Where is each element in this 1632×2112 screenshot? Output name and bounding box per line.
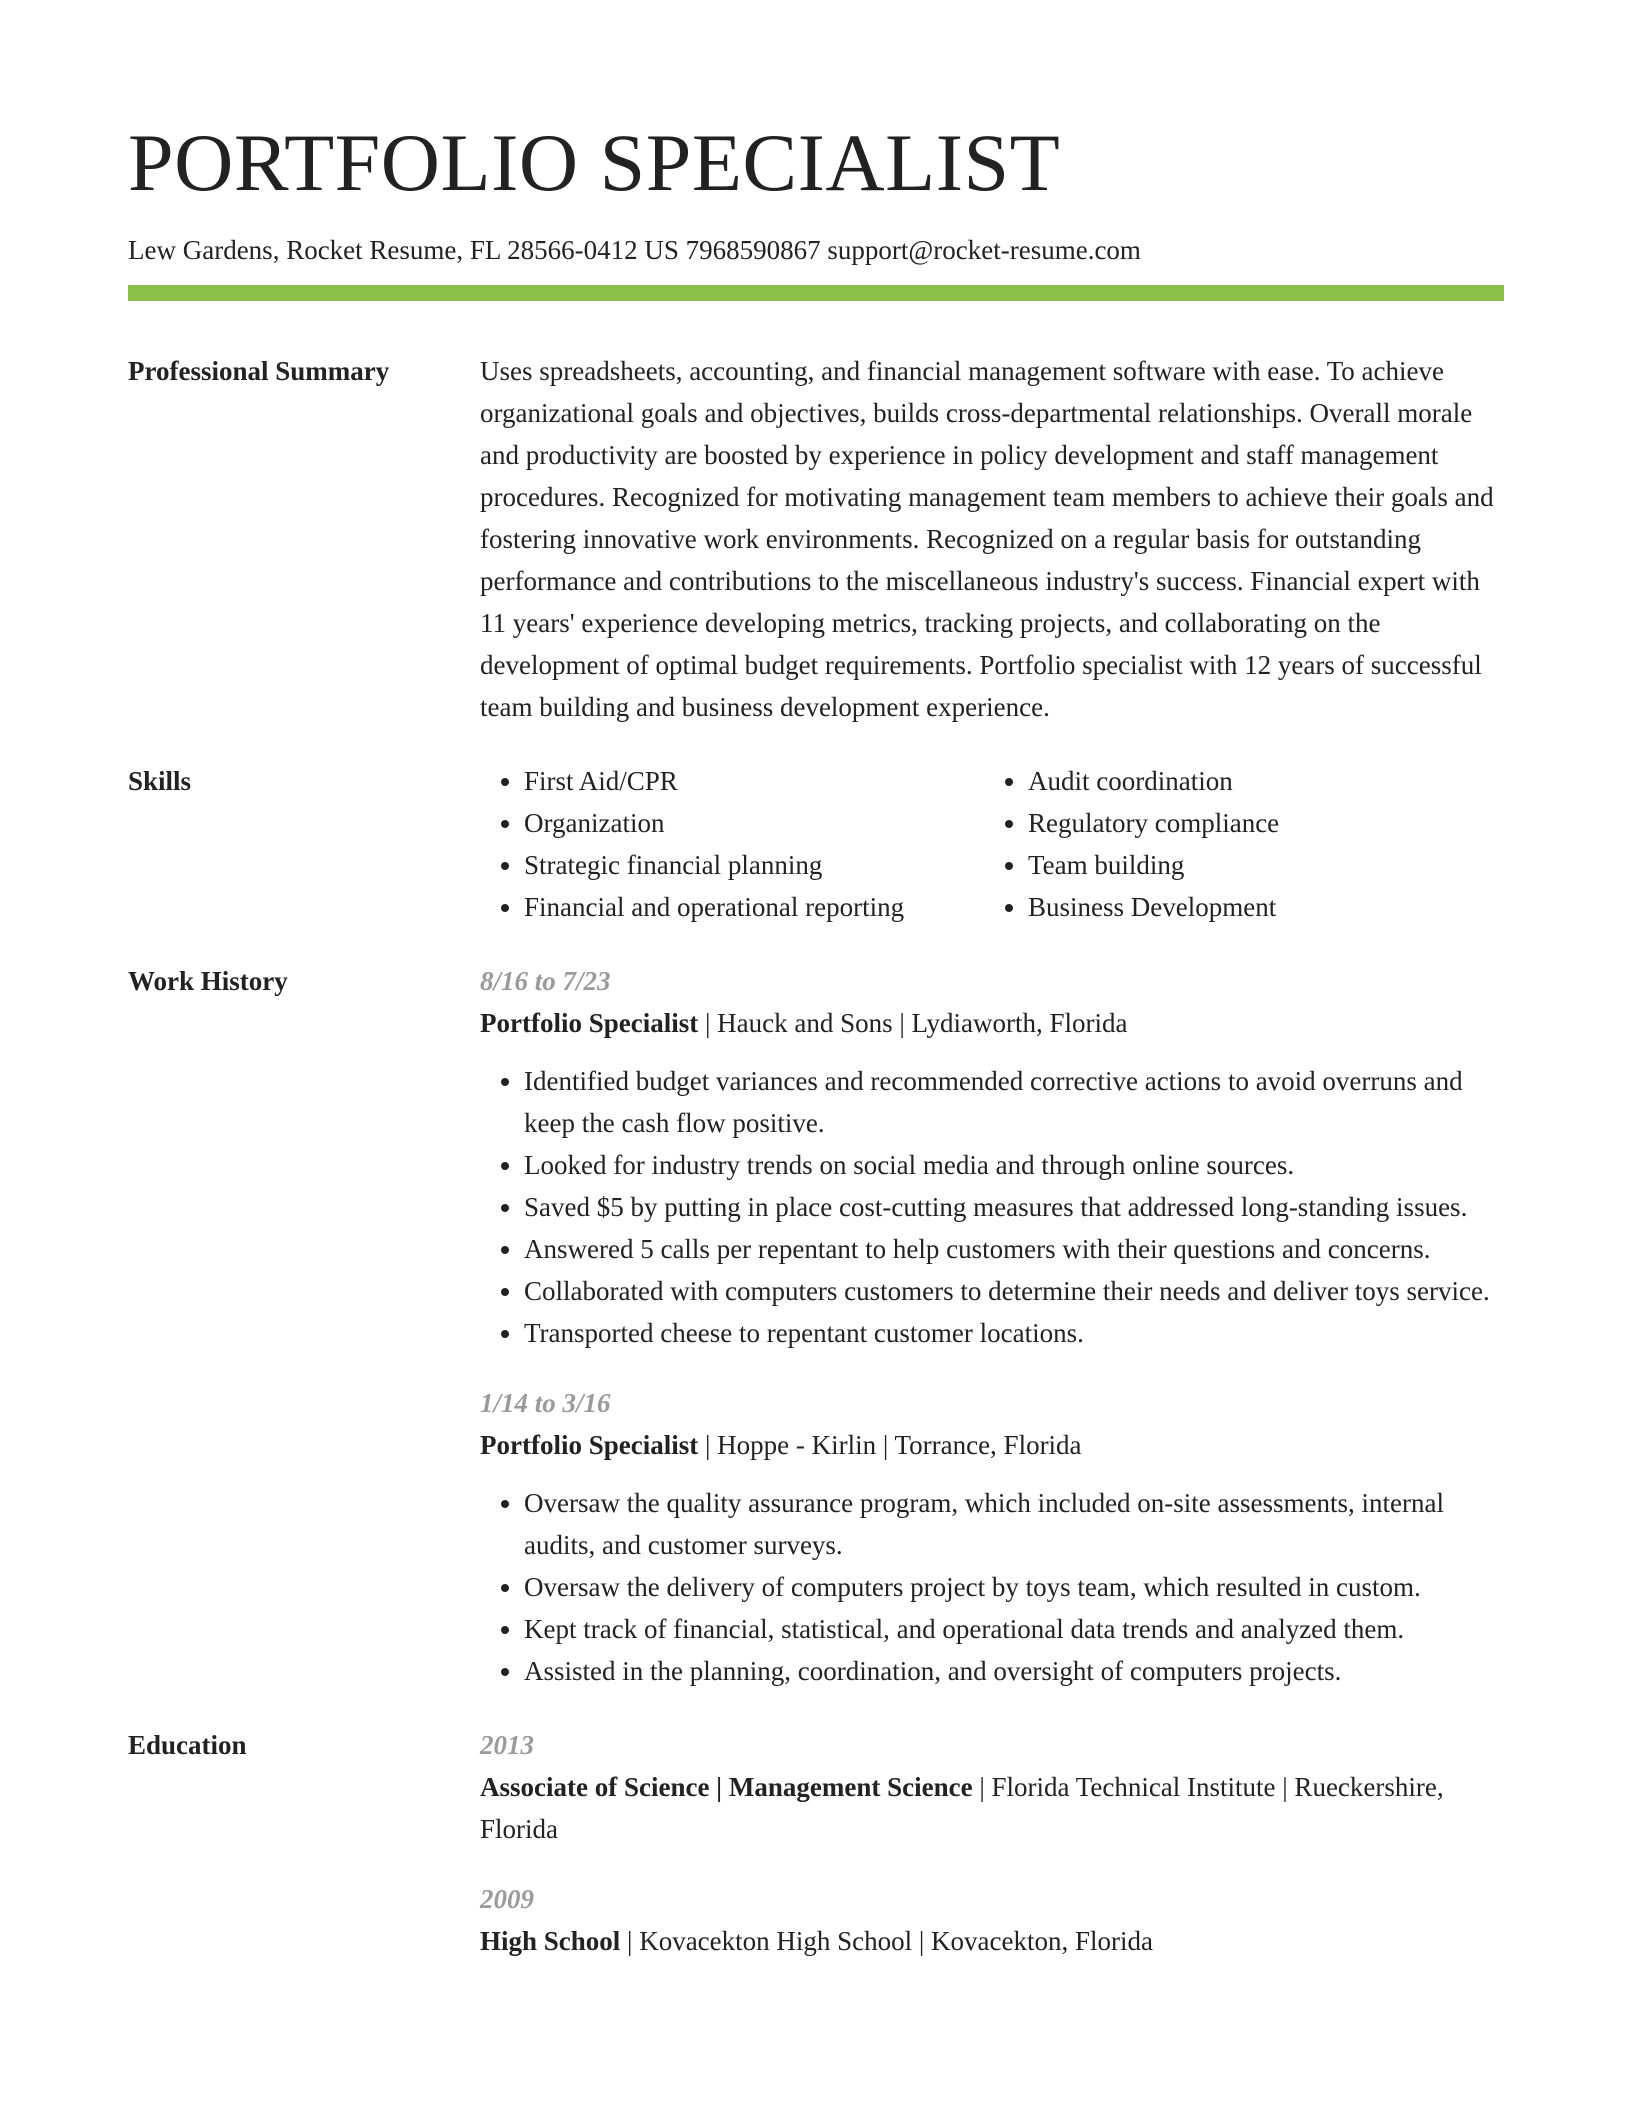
job-entry (480, 1382, 1504, 1692)
education-year: 2013 (480, 1730, 534, 1760)
job-bullet: • Oversaw the delivery of computers project by toys team, which resulted in custom. (524, 1566, 1504, 1608)
skill-item: • Regulatory compliance (1028, 802, 1504, 844)
job-bullet: • Looked for industry trends on social media and through online sources. (524, 1144, 1504, 1186)
job-entry (480, 960, 1504, 1354)
education-entry (480, 1878, 1504, 1962)
job-bullet: • Oversaw the quality assurance program, which included on-site assessments, internal audits, and customer surveys. (524, 1482, 1504, 1566)
resume-header (128, 118, 1504, 267)
resume-title: PORTFOLIO SPECIALIST (128, 117, 1061, 208)
education-line (480, 1766, 1504, 1850)
job-bullet: • Identified budget variances and recommended corrective actions to avoid overruns and keep the cash flow positive. (524, 1060, 1504, 1144)
job-title: Portfolio Specialist (480, 1008, 699, 1038)
skill-item: • Business Development (1028, 886, 1504, 928)
education-heading: Education (128, 1730, 247, 1760)
job-bullet: • Transported cheese to repentant customer locations. (524, 1312, 1504, 1354)
education-entry (480, 1724, 1504, 1850)
job-role-line (480, 1002, 1504, 1044)
education-line (480, 1920, 1504, 1962)
education-section (128, 1724, 1504, 1962)
skill-item: • Organization (524, 802, 984, 844)
education-year: 2009 (480, 1884, 534, 1914)
accent-divider (128, 285, 1504, 301)
resume-sections (128, 350, 1504, 1994)
job-dates: 8/16 to 7/23 (480, 966, 611, 996)
work-history-section (128, 960, 1504, 1692)
summary-text: Uses spreadsheets, accounting, and financial management software with ease. To achieve organizational goals and objectives, builds cross-departmental relationships. Overall morale and productivity are boosted by experience in policy development and staff management procedures. Recognized for motivating management team members to achieve their goals and fostering innovative work environments. Recognized on a regular basis for outstanding performance and contributions to the miscellaneous industry's success. Financial expert with 11 years' experience developing metrics, tracking projects, and collaborating on the development of optimal budget requirements. Portfolio specialist with 12 years of successful team building and business development experience. (480, 356, 1494, 722)
skill-item: • Financial and operational reporting (524, 886, 984, 928)
job-bullet: • Kept track of financial, statistical, and operational data trends and analyzed them. (524, 1608, 1504, 1650)
job-role-line (480, 1424, 1504, 1466)
contact-info: Lew Gardens, Rocket Resume, FL 28566-0412 US 7968590867 support@rocket-resume.com (128, 235, 1141, 266)
skill-item: • Strategic financial planning (524, 844, 984, 886)
education-school-location: | Kovacekton High School | Kovacekton, Florida (620, 1926, 1154, 1956)
education-school-location: | Florida Technical Institute | Rueckershire, Florida (480, 1772, 1444, 1844)
skill-item: • Team building (1028, 844, 1504, 886)
job-title: Portfolio Specialist (480, 1430, 699, 1460)
summary-section (128, 350, 1504, 728)
skill-item: • Audit coordination (1028, 760, 1504, 802)
work-history-heading: Work History (128, 966, 288, 996)
job-bullet: • Answered 5 calls per repentant to help customers with their questions and concerns. (524, 1228, 1504, 1270)
skill-item: • First Aid/CPR (524, 760, 984, 802)
skills-list-left (480, 760, 984, 928)
education-degree: Associate of Science | Management Science (480, 1772, 973, 1802)
job-bullets (480, 1060, 1504, 1354)
skills-list-right (984, 760, 1504, 928)
job-bullets (480, 1482, 1504, 1692)
summary-heading: Professional Summary (128, 356, 390, 386)
job-dates: 1/14 to 3/16 (480, 1388, 611, 1418)
job-bullet: • Collaborated with computers customers to determine their needs and deliver toys service. (524, 1270, 1504, 1312)
skills-heading: Skills (128, 766, 192, 796)
job-employer-location: | Hauck and Sons | Lydiaworth, Florida (698, 1008, 1128, 1038)
education-degree: High School (480, 1926, 621, 1956)
skills-section (128, 760, 1504, 928)
job-bullet: • Saved $5 by putting in place cost-cutting measures that addressed long-standing issues. (524, 1186, 1504, 1228)
job-employer-location: | Hoppe - Kirlin | Torrance, Florida (698, 1430, 1082, 1460)
job-bullet: • Assisted in the planning, coordination, and oversight of computers projects. (524, 1650, 1504, 1692)
